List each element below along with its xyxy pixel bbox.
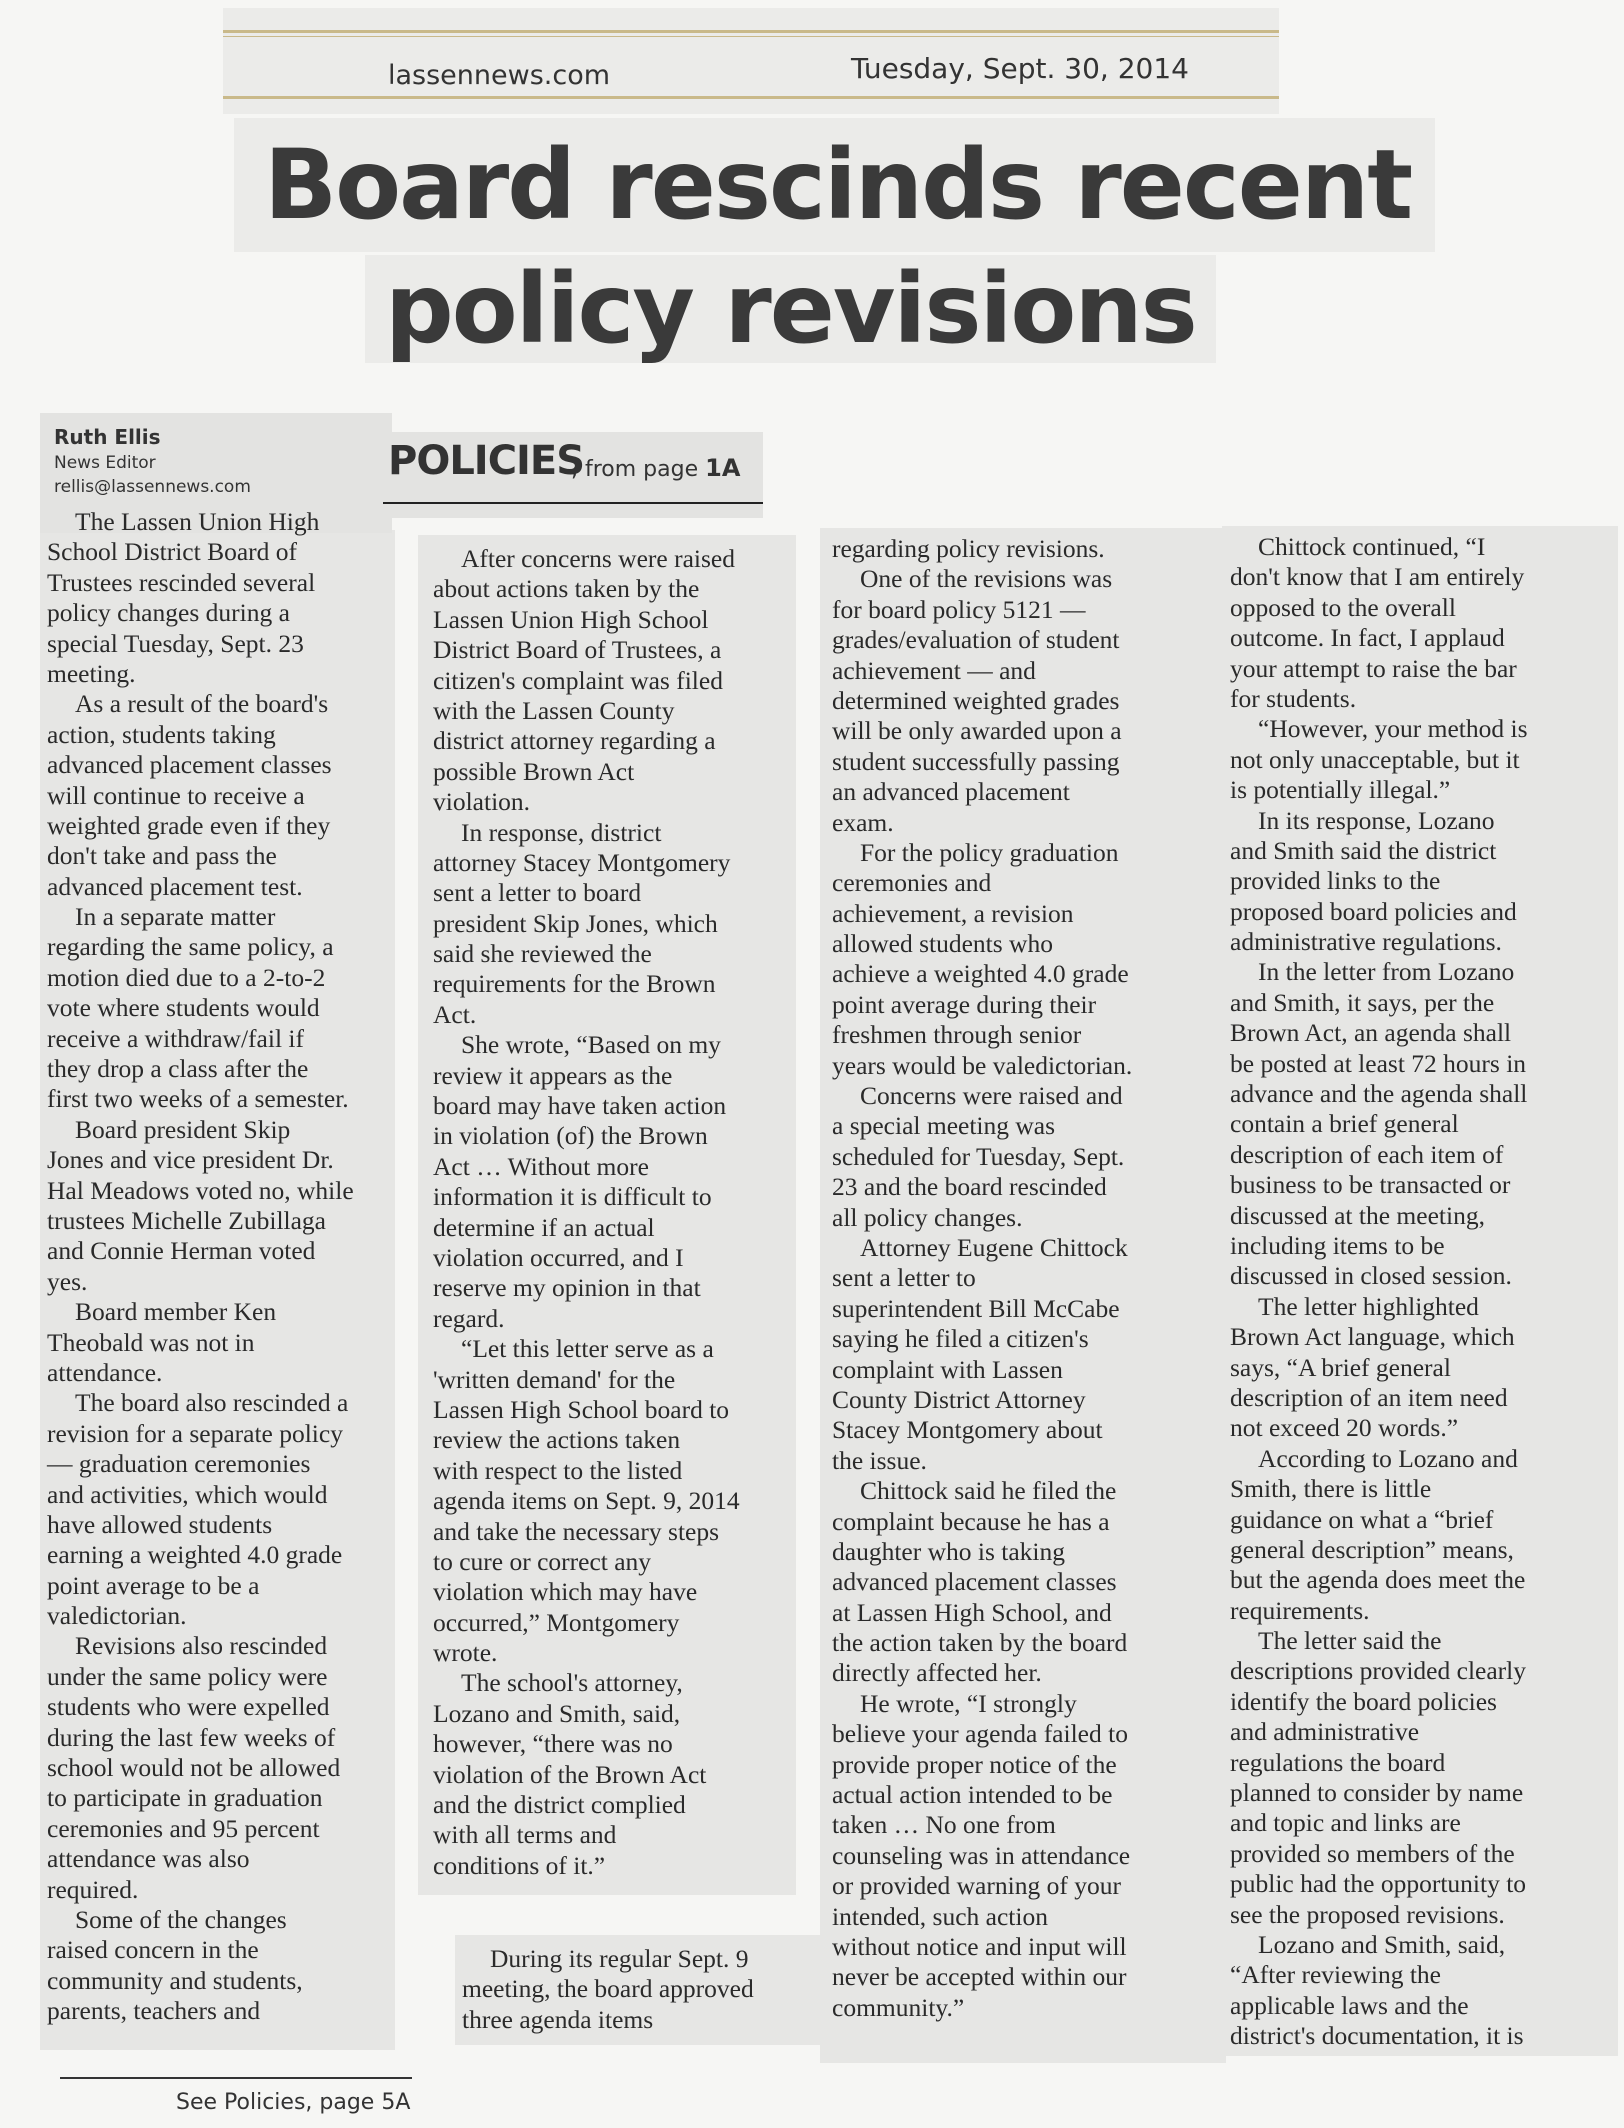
text-line: provide proper notice of the bbox=[832, 1749, 1117, 1779]
text-line: proposed board policies and bbox=[1230, 896, 1517, 926]
paragraph bbox=[433, 1334, 740, 1668]
text-line: president Skip Jones, which bbox=[433, 908, 718, 938]
text-line: ceremonies and bbox=[832, 868, 992, 898]
text-line: with the Lassen County bbox=[433, 695, 675, 725]
text-line: for board policy 5121 — bbox=[832, 594, 1086, 624]
site-name: lassennews.com bbox=[388, 60, 611, 91]
text-line: receive a withdraw/fail if bbox=[47, 1023, 304, 1053]
text-line: Hal Meadows voted no, while bbox=[47, 1175, 354, 1205]
text-line: valedictorian. bbox=[47, 1601, 187, 1631]
text-line: will continue to receive a bbox=[47, 780, 305, 810]
text-line: and the district complied bbox=[433, 1790, 686, 1820]
text-line: for students. bbox=[1230, 683, 1357, 713]
jump-page: 1A bbox=[705, 454, 741, 482]
text-line: agenda items on Sept. 9, 2014 bbox=[433, 1486, 740, 1516]
text-line: regarding policy revisions. bbox=[832, 534, 1105, 563]
text-line: parents, teachers and bbox=[47, 1996, 261, 2026]
text-line: Attorney Eugene Chittock bbox=[860, 1232, 1128, 1262]
text-line: — graduation ceremonies bbox=[47, 1449, 311, 1479]
masthead-rule-top-thin bbox=[223, 36, 1279, 37]
text-line: For the policy graduation bbox=[860, 837, 1119, 867]
text-line: revision for a separate policy bbox=[47, 1418, 343, 1448]
text-line: vote where students would bbox=[47, 993, 320, 1023]
text-line: with respect to the listed bbox=[433, 1455, 683, 1485]
text-line: He wrote, “I strongly bbox=[860, 1688, 1077, 1718]
text-line: The letter highlighted bbox=[1258, 1291, 1479, 1321]
text-line: Concerns were raised and bbox=[860, 1081, 1123, 1111]
text-line: description of an item need bbox=[1230, 1382, 1508, 1412]
text-line: possible Brown Act bbox=[433, 756, 635, 786]
text-line: public had the opportunity to bbox=[1230, 1869, 1527, 1899]
text-line: violation. bbox=[433, 787, 531, 817]
text-line: School District Board of bbox=[47, 537, 298, 567]
text-line: determine if an actual bbox=[433, 1212, 655, 1242]
text-line: and Smith, it says, per the bbox=[1230, 987, 1495, 1017]
text-line: advanced placement classes bbox=[47, 750, 332, 780]
paragraph bbox=[832, 838, 1132, 1081]
text-line: students who were expelled bbox=[47, 1692, 330, 1722]
headline-line-2: policy revisions bbox=[365, 255, 1216, 363]
text-line: freshmen through senior bbox=[832, 1020, 1082, 1050]
masthead-strip bbox=[223, 8, 1279, 114]
text-line: District Board of Trustees, a bbox=[433, 635, 722, 665]
article-column-1 bbox=[47, 507, 354, 2027]
text-line: action, students taking bbox=[47, 719, 276, 749]
paragraph bbox=[832, 1081, 1132, 1233]
paragraph bbox=[832, 564, 1132, 838]
text-line: complaint with Lassen bbox=[832, 1354, 1063, 1384]
text-line: point average during their bbox=[832, 989, 1097, 1019]
text-line: trustees Michelle Zubillaga bbox=[47, 1205, 326, 1235]
text-line: regarding the same policy, a bbox=[47, 932, 334, 962]
text-line: achievement — and bbox=[832, 655, 1036, 685]
text-line: opposed to the overall bbox=[1230, 592, 1456, 622]
paragraph bbox=[462, 1944, 754, 2035]
text-line: is potentially illegal.” bbox=[1230, 775, 1451, 805]
jump-from-text: , from page bbox=[571, 457, 706, 482]
text-line: district attorney regarding a bbox=[433, 726, 716, 756]
text-line: yes. bbox=[47, 1266, 88, 1296]
text-line: at Lassen High School, and bbox=[832, 1597, 1112, 1627]
paragraph bbox=[1230, 957, 1528, 1291]
paragraph bbox=[1230, 1626, 1528, 1930]
text-line: The school's attorney, bbox=[461, 1668, 683, 1698]
paragraph bbox=[1230, 532, 1528, 714]
text-line: and administrative bbox=[1230, 1717, 1420, 1747]
text-line: board may have taken action bbox=[433, 1091, 727, 1121]
text-line: sent a letter to board bbox=[433, 878, 642, 908]
text-line: about actions taken by the bbox=[433, 574, 700, 604]
text-line: will be only awarded upon a bbox=[832, 716, 1122, 746]
text-line: violation occurred, and I bbox=[433, 1242, 684, 1272]
text-line: a special meeting was bbox=[832, 1111, 1056, 1141]
text-line: contain a brief general bbox=[1230, 1109, 1459, 1139]
text-line: Lozano and Smith, said, bbox=[433, 1698, 681, 1728]
text-line: In a separate matter bbox=[75, 902, 276, 932]
text-line: under the same policy were bbox=[47, 1661, 328, 1691]
paragraph bbox=[47, 1297, 354, 1388]
text-line: daughter who is taking bbox=[832, 1536, 1065, 1566]
text-line: intended, such action bbox=[832, 1901, 1048, 1931]
text-line: Lassen Union High School bbox=[433, 604, 709, 634]
article-column-3 bbox=[832, 534, 1132, 2023]
text-line: According to Lozano and bbox=[1258, 1443, 1518, 1473]
text-line: Board member Ken bbox=[75, 1297, 277, 1327]
text-line: occurred,” Montgomery bbox=[433, 1607, 680, 1637]
text-line: She wrote, “Based on my bbox=[461, 1030, 721, 1060]
text-line: regard. bbox=[433, 1303, 505, 1333]
article-column-4 bbox=[1230, 532, 1528, 2052]
text-line: directly affected her. bbox=[832, 1658, 1042, 1688]
text-line: discussed at the meeting, bbox=[1230, 1200, 1485, 1230]
text-line: taken … No one from bbox=[832, 1810, 1056, 1840]
text-line: community and students, bbox=[47, 1965, 303, 1995]
text-line: Board president Skip bbox=[75, 1114, 291, 1144]
text-line: 23 and the board rescinded bbox=[832, 1172, 1107, 1202]
text-line: says, “A brief general bbox=[1230, 1352, 1451, 1382]
text-line: policy changes during a bbox=[47, 598, 290, 628]
text-line: One of the revisions was bbox=[860, 564, 1113, 594]
text-line: advance and the agenda shall bbox=[1230, 1079, 1528, 1109]
text-line: As a result of the board's bbox=[75, 689, 329, 719]
paragraph bbox=[433, 818, 740, 1031]
text-line: violation of the Brown Act bbox=[433, 1759, 707, 1789]
text-line: don't take and pass the bbox=[47, 841, 277, 871]
masthead-rule-top bbox=[223, 30, 1279, 33]
text-line: grades/evaluation of student bbox=[832, 625, 1120, 655]
text-line: superintendent Bill McCabe bbox=[832, 1293, 1120, 1323]
text-line: meeting, the board approved bbox=[462, 1974, 754, 2004]
text-line: The Lassen Union High bbox=[75, 507, 320, 536]
text-line: don't know that I am entirely bbox=[1230, 562, 1525, 592]
text-line: achievement, a revision bbox=[832, 898, 1074, 928]
paragraph bbox=[832, 1233, 1132, 1476]
text-line: earning a weighted 4.0 grade bbox=[47, 1540, 343, 1570]
text-line: review it appears as the bbox=[433, 1060, 673, 1090]
text-line: with all terms and bbox=[433, 1820, 617, 1850]
text-line: Chittock said he filed the bbox=[860, 1476, 1117, 1506]
jump-label: POLICIES bbox=[388, 438, 585, 484]
text-line: school would not be allowed bbox=[47, 1753, 341, 1783]
text-line: violation which may have bbox=[433, 1577, 698, 1607]
text-line: counseling was in attendance bbox=[832, 1840, 1131, 1870]
text-line: ceremonies and 95 percent bbox=[47, 1813, 320, 1843]
text-line: County District Attorney bbox=[832, 1384, 1086, 1414]
text-line: Jones and vice president Dr. bbox=[47, 1145, 334, 1175]
text-line: description of each item of bbox=[1230, 1139, 1504, 1169]
text-line: attendance. bbox=[47, 1357, 163, 1387]
text-line: district's documentation, it is bbox=[1230, 2021, 1524, 2051]
text-line: applicable laws and the bbox=[1230, 1990, 1469, 2020]
paragraph bbox=[1230, 806, 1528, 958]
text-line: all policy changes. bbox=[832, 1202, 1023, 1232]
text-line: discussed in closed session. bbox=[1230, 1261, 1512, 1291]
text-line: information it is difficult to bbox=[433, 1182, 712, 1212]
text-line: The letter said the bbox=[1258, 1626, 1442, 1656]
text-line: the issue. bbox=[832, 1445, 927, 1475]
text-line: meeting. bbox=[47, 658, 136, 688]
text-line: community.” bbox=[832, 1992, 965, 2022]
text-line: actual action intended to be bbox=[832, 1780, 1113, 1810]
paragraph bbox=[47, 1115, 354, 1297]
paragraph bbox=[47, 902, 354, 1115]
text-line: believe your agenda failed to bbox=[832, 1719, 1128, 1749]
text-line: achieve a weighted 4.0 grade bbox=[832, 959, 1129, 989]
text-line: identify the board policies bbox=[1230, 1686, 1497, 1716]
text-line: regulations the board bbox=[1230, 1747, 1446, 1777]
text-line: Chittock continued, “I bbox=[1258, 532, 1486, 561]
text-line: In its response, Lozano bbox=[1258, 805, 1495, 835]
text-line: “However, your method is bbox=[1258, 714, 1528, 744]
text-line: descriptions provided clearly bbox=[1230, 1656, 1526, 1686]
text-line: After concerns were raised bbox=[461, 544, 735, 573]
text-line: student successfully passing bbox=[832, 746, 1120, 776]
text-line: requirements. bbox=[1230, 1595, 1370, 1625]
paragraph bbox=[832, 534, 1132, 564]
continued-reference: See Policies, page 5A bbox=[176, 2090, 411, 2115]
text-line: attendance was also bbox=[47, 1844, 250, 1874]
text-line: saying he filed a citizen's bbox=[832, 1324, 1089, 1354]
text-line: Lassen High School board to bbox=[433, 1394, 730, 1424]
text-line: including items to be bbox=[1230, 1230, 1445, 1260]
text-line: In response, district bbox=[461, 817, 662, 847]
text-line: to cure or correct any bbox=[433, 1546, 652, 1576]
author-role: News Editor bbox=[54, 453, 156, 473]
paragraph bbox=[47, 1631, 354, 1905]
text-line: reserve my opinion in that bbox=[433, 1273, 701, 1303]
text-line: sent a letter to bbox=[832, 1263, 976, 1293]
text-line: citizen's complaint was filed bbox=[433, 665, 723, 695]
text-line: first two weeks of a semester. bbox=[47, 1084, 349, 1114]
text-line: Act. bbox=[433, 999, 477, 1029]
text-line: an advanced placement bbox=[832, 777, 1070, 807]
text-line: general description” means, bbox=[1230, 1534, 1514, 1564]
text-line: never be accepted within our bbox=[832, 1962, 1127, 1992]
text-line: and take the necessary steps bbox=[433, 1516, 720, 1546]
paragraph bbox=[832, 1476, 1132, 1689]
text-line: have allowed students bbox=[47, 1509, 273, 1539]
text-line: review the actions taken bbox=[433, 1425, 681, 1455]
paragraph bbox=[1230, 1292, 1528, 1444]
jump-rule bbox=[383, 502, 763, 504]
text-line: Some of the changes bbox=[75, 1904, 287, 1934]
text-line: guidance on what a “brief bbox=[1230, 1504, 1494, 1534]
text-line: outcome. In fact, I applaud bbox=[1230, 623, 1505, 653]
issue-date: Tuesday, Sept. 30, 2014 bbox=[851, 52, 1189, 85]
text-line: Brown Act language, which bbox=[1230, 1322, 1515, 1352]
text-line: your attempt to raise the bar bbox=[1230, 653, 1517, 683]
text-line: The board also rescinded a bbox=[75, 1388, 349, 1418]
text-line: in violation (of) the Brown bbox=[433, 1121, 708, 1151]
article-column-2 bbox=[433, 544, 740, 1881]
text-line: they drop a class after the bbox=[47, 1054, 309, 1084]
text-line: Stacey Montgomery about bbox=[832, 1415, 1103, 1445]
text-line: advanced placement classes bbox=[832, 1567, 1117, 1597]
paragraph bbox=[1230, 1444, 1528, 1626]
text-line: see the proposed revisions. bbox=[1230, 1899, 1505, 1929]
text-line: weighted grade even if they bbox=[47, 810, 331, 840]
text-line: administrative regulations. bbox=[1230, 927, 1502, 957]
text-line: wrote. bbox=[433, 1638, 498, 1668]
text-line: exam. bbox=[832, 807, 894, 837]
text-line: during the last few weeks of bbox=[47, 1722, 336, 1752]
text-line: planned to consider by name bbox=[1230, 1778, 1524, 1808]
text-line: and topic and links are bbox=[1230, 1808, 1461, 1838]
text-line: special Tuesday, Sept. 23 bbox=[47, 628, 304, 658]
text-line: requirements for the Brown bbox=[433, 969, 716, 999]
text-line: Lozano and Smith, said, bbox=[1258, 1929, 1506, 1959]
text-line: without notice and input will bbox=[832, 1931, 1127, 1961]
text-line: Act … Without more bbox=[433, 1151, 649, 1181]
text-line: however, “there was no bbox=[433, 1729, 673, 1759]
paragraph bbox=[832, 1689, 1132, 2023]
paragraph bbox=[433, 1668, 740, 1881]
text-line: allowed students who bbox=[832, 929, 1053, 959]
text-line: scheduled for Tuesday, Sept. bbox=[832, 1141, 1125, 1171]
text-line: In the letter from Lozano bbox=[1258, 957, 1515, 987]
text-line: required. bbox=[47, 1874, 139, 1904]
text-line: be posted at least 72 hours in bbox=[1230, 1048, 1527, 1078]
paragraph bbox=[47, 689, 354, 902]
headline-line-1: Board rescinds recent bbox=[234, 118, 1435, 252]
paragraph bbox=[433, 1030, 740, 1334]
text-line: provided so members of the bbox=[1230, 1838, 1515, 1868]
text-line: “Let this letter serve as a bbox=[461, 1334, 714, 1364]
author-name: Ruth Ellis bbox=[54, 425, 161, 449]
text-line: point average to be a bbox=[47, 1570, 260, 1600]
text-line: complaint because he has a bbox=[832, 1506, 1110, 1536]
text-line: motion died due to a 2-to-2 bbox=[47, 962, 326, 992]
paragraph bbox=[47, 1905, 354, 2027]
text-line: attorney Stacey Montgomery bbox=[433, 847, 731, 877]
text-line: or provided warning of your bbox=[832, 1871, 1121, 1901]
paragraph bbox=[47, 507, 354, 689]
article-column-2-continued bbox=[462, 1944, 754, 2035]
text-line: During its regular Sept. 9 bbox=[490, 1944, 749, 1973]
text-line: three agenda items bbox=[462, 2004, 654, 2034]
text-line: not only unacceptable, but it bbox=[1230, 744, 1520, 774]
text-line: Smith, there is little bbox=[1230, 1474, 1432, 1504]
text-line: Brown Act, an agenda shall bbox=[1230, 1018, 1512, 1048]
author-email: rellis@lassennews.com bbox=[54, 477, 251, 497]
text-line: Theobald was not in bbox=[47, 1327, 255, 1357]
text-line: not exceed 20 words.” bbox=[1230, 1413, 1459, 1443]
text-line: and Connie Herman voted bbox=[47, 1236, 316, 1266]
jump-header bbox=[383, 432, 763, 518]
paragraph bbox=[47, 1388, 354, 1631]
text-line: “After reviewing the bbox=[1230, 1960, 1441, 1990]
text-line: and Smith said the district bbox=[1230, 835, 1497, 865]
masthead-rule-bottom bbox=[223, 96, 1279, 99]
text-line: 'written demand' for the bbox=[433, 1364, 676, 1394]
text-line: conditions of it.” bbox=[433, 1850, 606, 1880]
text-line: and activities, which would bbox=[47, 1479, 328, 1509]
text-line: but the agenda does meet the bbox=[1230, 1565, 1526, 1595]
text-line: determined weighted grades bbox=[832, 685, 1120, 715]
paragraph bbox=[1230, 714, 1528, 805]
text-line: to participate in graduation bbox=[47, 1783, 323, 1813]
text-line: Trustees rescinded several bbox=[47, 567, 316, 597]
text-line: advanced placement test. bbox=[47, 871, 303, 901]
text-line: years would be valedictorian. bbox=[832, 1050, 1133, 1080]
text-line: raised concern in the bbox=[47, 1935, 259, 1965]
text-line: business to be transacted or bbox=[1230, 1170, 1511, 1200]
text-line: Revisions also rescinded bbox=[75, 1631, 328, 1661]
text-line: the action taken by the board bbox=[832, 1628, 1128, 1658]
footer-rule bbox=[60, 2077, 412, 2079]
paragraph bbox=[1230, 1930, 1528, 2052]
text-line: provided links to the bbox=[1230, 866, 1441, 896]
text-line: said she reviewed the bbox=[433, 939, 652, 969]
jump-from bbox=[571, 454, 740, 482]
paragraph bbox=[433, 544, 740, 818]
